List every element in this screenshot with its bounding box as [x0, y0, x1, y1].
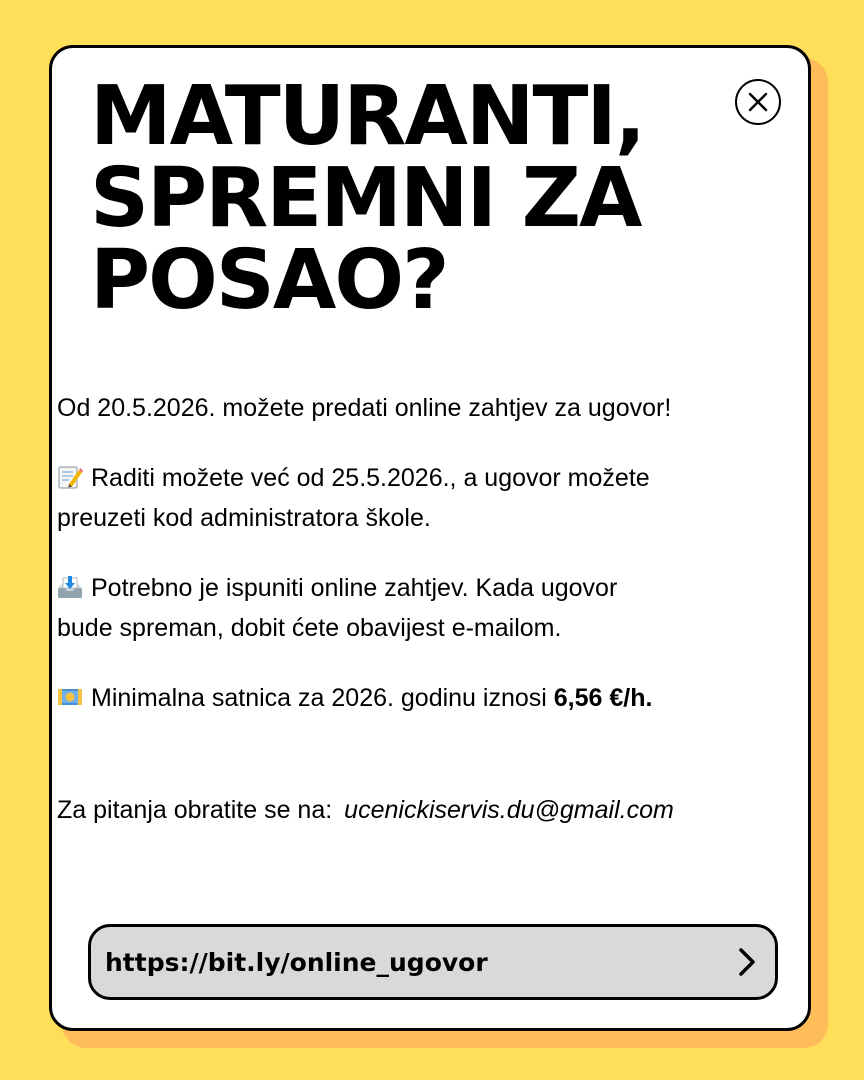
- contact-email[interactable]: ucenickiservis.du@gmail.com: [344, 796, 674, 824]
- close-icon: [748, 92, 768, 112]
- paragraph-notification-line-2: bude spreman, dobit ćete obavijest e-mailom.: [57, 614, 562, 642]
- close-button[interactable]: [735, 79, 781, 125]
- euro-banknote-icon: [57, 684, 83, 710]
- hourly-rate-text: Minimalna satnica za 2026. godinu iznosi: [91, 684, 554, 712]
- paragraph-work-start-line-1: Raditi možete već od 25.5.2026., a ugovor možete: [91, 464, 650, 492]
- paragraph-work-start: [57, 458, 650, 538]
- headline-line-2: SPREMNI ZA: [90, 151, 641, 246]
- contact-line: [57, 790, 674, 830]
- chevron-right-icon: [737, 946, 757, 978]
- paragraph-notification: [57, 568, 617, 648]
- paragraph-hourly-rate: [57, 678, 652, 718]
- popup-card: [49, 45, 811, 1031]
- link-button-label: https://bit.ly/online_ugovor: [105, 947, 488, 977]
- contact-label: Za pitanja obratite se na:: [57, 796, 333, 824]
- paragraph-apply-date-text: Od 20.5.2026. možete predati online zahtjev za ugovor!: [57, 394, 672, 422]
- headline-line-1: MATURANTI,: [90, 69, 645, 164]
- paragraph-apply-date: [57, 388, 671, 428]
- paragraph-notification-line-1: Potrebno je ispuniti online zahtjev. Kada ugovor: [91, 574, 618, 602]
- paragraph-work-start-line-2: preuzeti kod administratora škole.: [57, 504, 431, 532]
- memo-icon: [57, 464, 83, 490]
- headline-line-3: POSAO?: [90, 233, 448, 328]
- hourly-rate-value: 6,56 €/h.: [553, 684, 653, 712]
- online-contract-link-button[interactable]: [88, 924, 778, 1000]
- headline: [90, 69, 710, 328]
- inbox-tray-icon: [57, 574, 83, 600]
